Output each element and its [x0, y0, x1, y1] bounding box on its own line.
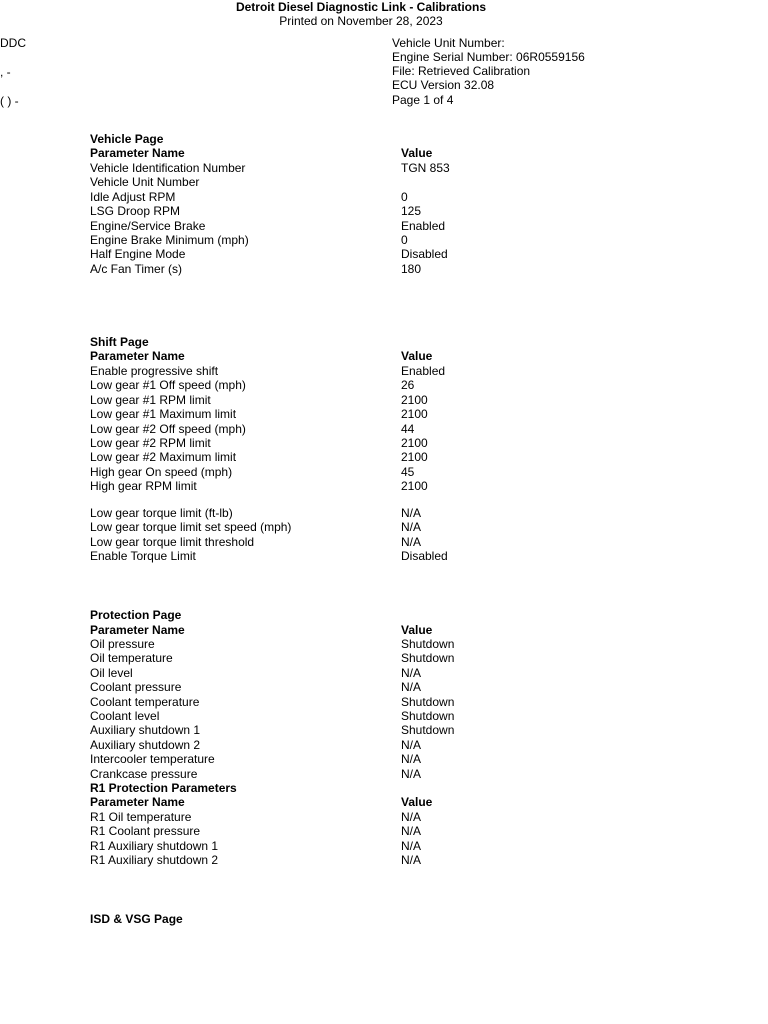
- parameter-value: Enabled: [401, 218, 446, 233]
- ecu-version: ECU Version 32.08: [392, 78, 495, 92]
- engine-serial-number: Engine Serial Number: 06R0559156: [392, 50, 585, 64]
- parameter-name: Auxiliary shutdown 1: [90, 723, 201, 738]
- column-header-parameter: Parameter Name: [90, 623, 185, 637]
- parameter-name: Low gear torque limit set speed (mph): [90, 520, 292, 535]
- parameter-value: TGN 853: [401, 161, 450, 175]
- parameter-name: R1 Auxiliary shutdown 1: [90, 838, 219, 853]
- parameter-value: 2100: [401, 407, 428, 422]
- parameter-value: N/A: [401, 810, 422, 824]
- table-row: [90, 680, 690, 694]
- parameter-name: Coolant level: [90, 709, 160, 723]
- parameter-name: Engine Brake Minimum (mph): [90, 233, 249, 247]
- table-row: [90, 204, 690, 218]
- parameter-name: Auxiliary shutdown 2: [90, 737, 201, 752]
- parameter-name: Low gear torque limit threshold: [90, 534, 255, 549]
- table-row: [90, 465, 690, 479]
- parameter-value: Disabled: [401, 549, 448, 564]
- parameter-value: 45: [401, 464, 415, 479]
- table-row: [90, 219, 690, 233]
- table-row: [90, 666, 690, 680]
- company-name: DDC: [0, 36, 26, 50]
- parameter-name: Low gear #2 Maximum limit: [90, 450, 237, 465]
- parameter-value: 26: [401, 378, 415, 393]
- parameter-value: N/A: [401, 665, 422, 680]
- table-row: [90, 506, 690, 520]
- parameter-name: Low gear torque limit (ft-lb): [90, 506, 233, 520]
- document-title: Detroit Diesel Diagnostic Link - Calibrations: [235, 0, 487, 14]
- parameter-name: Oil pressure: [90, 637, 155, 651]
- table-row: [90, 695, 690, 709]
- protection-page-title: Protection Page: [90, 608, 182, 622]
- parameter-name: Idle Adjust RPM: [90, 189, 176, 204]
- parameter-value: 2100: [401, 450, 428, 465]
- parameter-name: Low gear #2 Off speed (mph): [90, 421, 246, 436]
- parameter-value: 2100: [401, 436, 428, 450]
- parameter-name: Oil temperature: [90, 651, 173, 666]
- page-number: Page 1 of 4: [392, 93, 454, 107]
- parameter-name: Half Engine Mode: [90, 247, 186, 262]
- file-name: File: Retrieved Calibration: [392, 64, 531, 78]
- protection-table-header: [90, 623, 690, 637]
- parameter-value: 2100: [401, 479, 428, 494]
- table-row: [90, 723, 690, 737]
- parameter-name: Enable Torque Limit: [90, 549, 196, 564]
- parameter-value: N/A: [401, 534, 422, 549]
- parameter-name: Vehicle Identification Number: [90, 161, 246, 175]
- parameter-value: Shutdown: [401, 651, 455, 666]
- table-row: [90, 393, 690, 407]
- column-header-parameter: Parameter Name: [90, 349, 185, 363]
- address-line: , -: [0, 65, 11, 79]
- table-row: [90, 839, 690, 853]
- parameter-name: Enable progressive shift: [90, 364, 219, 378]
- parameter-value: Shutdown: [401, 637, 455, 651]
- parameter-name: Intercooler temperature: [90, 752, 215, 767]
- parameter-name: R1 Oil temperature: [90, 810, 192, 824]
- column-header-value: Value: [401, 623, 433, 637]
- parameter-value: N/A: [401, 737, 422, 752]
- vehicle-table-header: [90, 146, 690, 160]
- parameter-value: N/A: [401, 752, 422, 767]
- parameter-name: Vehicle Unit Number: [90, 175, 200, 190]
- column-header-value: Value: [401, 349, 433, 363]
- table-row: [90, 853, 690, 867]
- table-row: [90, 738, 690, 752]
- parameter-value: 2100: [401, 392, 428, 407]
- table-row: [90, 175, 690, 189]
- table-row: [90, 450, 690, 464]
- parameter-name: Low gear #1 RPM limit: [90, 392, 211, 407]
- r1-protection-title: R1 Protection Parameters: [90, 781, 237, 795]
- table-row: [90, 535, 690, 549]
- parameter-name: Oil level: [90, 665, 133, 680]
- shift-table-header: [90, 349, 690, 363]
- parameter-value: N/A: [401, 520, 422, 535]
- table-row: [90, 161, 690, 175]
- parameter-value: N/A: [401, 838, 422, 853]
- table-row: [90, 479, 690, 493]
- table-row: [90, 549, 690, 563]
- parameter-value: Enabled: [401, 364, 446, 378]
- parameter-value: 125: [401, 204, 422, 219]
- parameter-name: R1 Auxiliary shutdown 2: [90, 853, 219, 868]
- table-row: [90, 233, 690, 247]
- parameter-value: 0: [401, 233, 408, 247]
- table-row: [90, 709, 690, 723]
- parameter-value: Shutdown: [401, 723, 455, 738]
- parameter-name: Crankcase pressure: [90, 766, 198, 781]
- parameter-value: N/A: [401, 506, 422, 520]
- parameter-name: Low gear #1 Off speed (mph): [90, 378, 246, 393]
- table-row: [90, 247, 690, 261]
- table-row: [90, 824, 690, 838]
- table-row: [90, 520, 690, 534]
- parameter-name: Low gear #2 RPM limit: [90, 436, 211, 450]
- parameter-value: 180: [401, 261, 422, 276]
- table-row: [90, 262, 690, 276]
- table-row: [90, 422, 690, 436]
- parameter-value: N/A: [401, 853, 422, 868]
- column-header-value: Value: [401, 146, 433, 160]
- parameter-name: Coolant pressure: [90, 680, 182, 695]
- parameter-value: Shutdown: [401, 709, 455, 723]
- parameter-value: 0: [401, 189, 408, 204]
- vehicle-unit-number-label: Vehicle Unit Number:: [392, 36, 505, 50]
- parameter-value: 44: [401, 421, 415, 436]
- parameter-name: A/c Fan Timer (s): [90, 261, 183, 276]
- parameter-name: Engine/Service Brake: [90, 218, 206, 233]
- shift-page-title: Shift Page: [90, 335, 149, 349]
- column-header-value: Value: [401, 795, 433, 809]
- parameter-name: R1 Coolant pressure: [90, 824, 201, 839]
- r1-table-header: [90, 795, 690, 809]
- table-row: [90, 378, 690, 392]
- table-row: [90, 637, 690, 651]
- parameter-value: N/A: [401, 680, 422, 695]
- column-header-parameter: Parameter Name: [90, 146, 185, 160]
- table-row: [90, 190, 690, 204]
- parameter-name: LSG Droop RPM: [90, 204, 181, 219]
- parameter-name: Coolant temperature: [90, 694, 200, 709]
- parameter-value: Shutdown: [401, 694, 455, 709]
- table-row: [90, 752, 690, 766]
- table-row: [90, 651, 690, 665]
- parameter-value: N/A: [401, 824, 422, 839]
- column-header-parameter: Parameter Name: [90, 795, 185, 809]
- isd-vsg-page-title: ISD & VSG Page: [90, 912, 183, 926]
- table-row: [90, 436, 690, 450]
- vehicle-page-title: Vehicle Page: [90, 132, 164, 146]
- parameter-name: Low gear #1 Maximum limit: [90, 407, 237, 422]
- printed-date: Printed on November 28, 2023: [279, 14, 443, 28]
- table-row: [90, 810, 690, 824]
- parameter-value: Disabled: [401, 247, 448, 262]
- parameter-name: High gear On speed (mph): [90, 464, 233, 479]
- parameter-value: N/A: [401, 766, 422, 781]
- phone-line: ( ) -: [0, 94, 19, 108]
- table-row: [90, 364, 690, 378]
- parameter-name: High gear RPM limit: [90, 479, 197, 494]
- table-row: [90, 767, 690, 781]
- table-row: [90, 407, 690, 421]
